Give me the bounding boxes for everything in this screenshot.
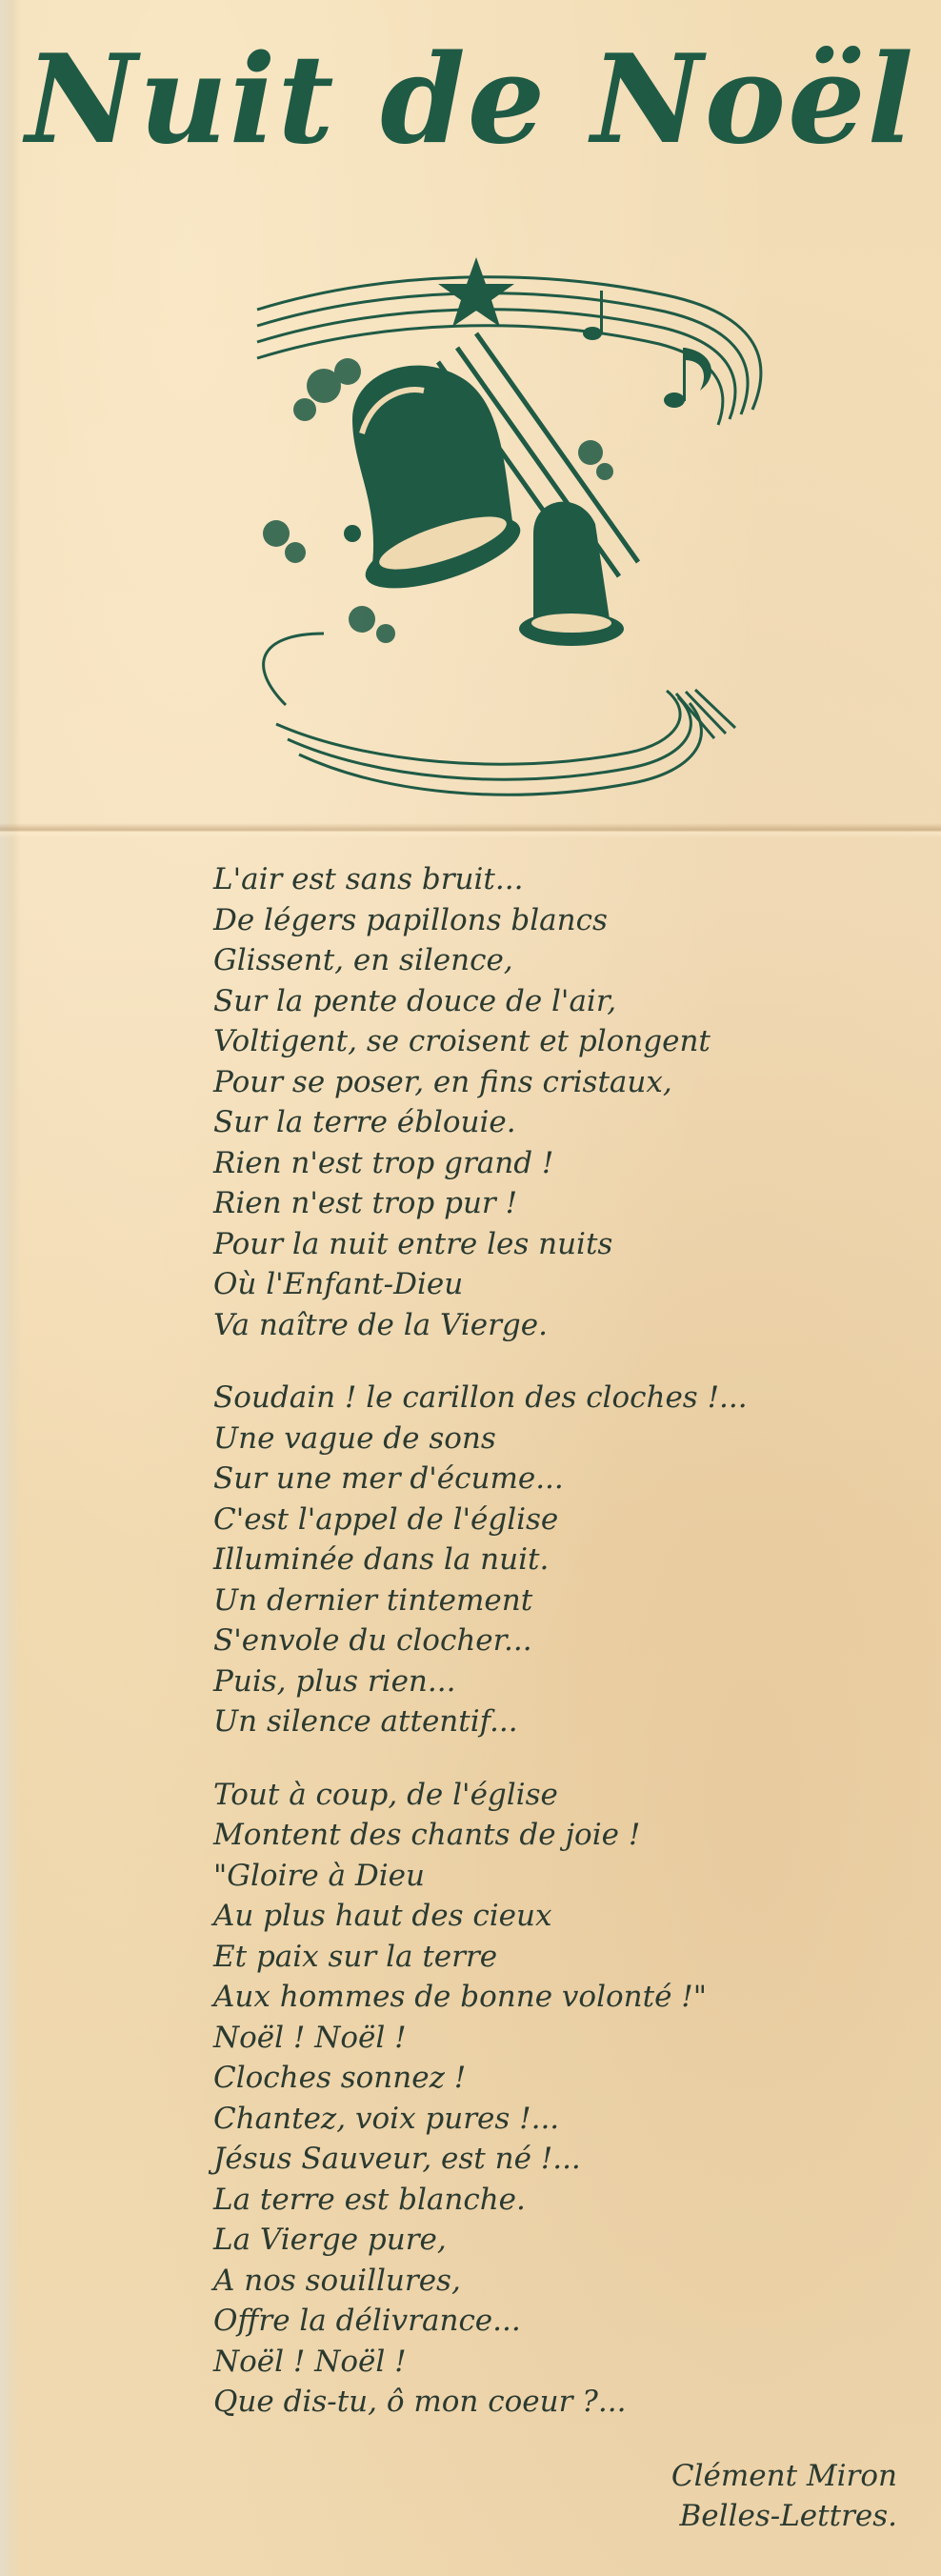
poem-line: De légers papillons blancs <box>213 902 608 937</box>
poem-title: Nuit de Noël <box>25 29 916 171</box>
stanza-1 <box>213 859 899 1345</box>
poem-line: Rien n'est trop pur ! <box>213 1186 518 1220</box>
poem-line: Jésus Sauveur, est né !... <box>213 2142 581 2176</box>
stanza-2 <box>213 1378 899 1742</box>
poem-line: Montent des chants de joie ! <box>213 1818 641 1852</box>
poem-line: Noël ! Noël ! <box>213 2344 407 2379</box>
signature <box>671 2456 897 2536</box>
christmas-bell-illustration <box>219 257 791 810</box>
poem-line: "Gloire à Dieu <box>213 1858 425 1893</box>
poem-line: Va naître de la Vierge. <box>213 1307 548 1342</box>
poem-line: La terre est blanche. <box>213 2182 526 2217</box>
poem-line: Cloches sonnez ! <box>213 2061 467 2095</box>
poem-line: Noël ! Noël ! <box>213 2020 407 2055</box>
poem-line: Pour la nuit entre les nuits <box>213 1226 613 1261</box>
author-name: Clément Miron <box>671 2459 897 2493</box>
poem-body <box>213 859 899 2423</box>
author-affiliation: Belles-Lettres. <box>679 2499 897 2533</box>
paper-fold <box>0 823 941 838</box>
paper-edge <box>0 0 21 2576</box>
poem-line: C'est l'appel de l'église <box>213 1501 559 1537</box>
poem-line: Sur la pente douce de l'air, <box>213 983 617 1018</box>
poem-line: Un dernier tintement <box>213 1582 533 1618</box>
poem-line: L'air est sans bruit... <box>213 862 524 896</box>
poem-line: Rien n'est trop grand ! <box>213 1145 554 1180</box>
poem-line: Que dis-tu, ô mon coeur ?... <box>213 2385 627 2419</box>
poem-line: A nos souillures, <box>213 2263 461 2298</box>
stanza-3 <box>213 1775 899 2423</box>
poem-line: Sur la terre éblouie. <box>213 1105 516 1139</box>
poem-line: Puis, plus rien... <box>213 1663 456 1699</box>
poem-line: Et paix sur la terre <box>213 1939 498 1974</box>
bell-icon <box>344 333 638 646</box>
poem-line: Tout à coup, de l'église <box>213 1777 558 1812</box>
poem-line: Offre la délivrance... <box>213 2304 521 2338</box>
poem-line: Un silence attentif... <box>213 1704 518 1739</box>
poem-line: S'envole du clocher... <box>213 1623 532 1658</box>
poem-line: Pour se poser, en fins cristaux, <box>213 1064 672 1099</box>
poem-line: La Vierge pure, <box>213 2223 447 2257</box>
poem-line: Glissent, en silence, <box>213 943 513 977</box>
poem-line: Illuminée dans la nuit. <box>213 1542 550 1577</box>
poem-line: Une vague de sons <box>213 1420 496 1456</box>
poem-line: Soudain ! le carillon des cloches !... <box>213 1380 748 1415</box>
star-icon <box>438 257 514 327</box>
poem-line: Au plus haut des cieux <box>213 1899 552 1933</box>
poem-line: Sur une mer d'écume... <box>213 1461 564 1496</box>
poem-line: Chantez, voix pures !... <box>213 2101 560 2136</box>
poem-line: Où l'Enfant-Dieu <box>213 1267 464 1301</box>
poem-line: Aux hommes de bonne volonté !" <box>213 1980 707 2014</box>
poem-line: Voltigent, se croisent et plongent <box>213 1024 711 1058</box>
